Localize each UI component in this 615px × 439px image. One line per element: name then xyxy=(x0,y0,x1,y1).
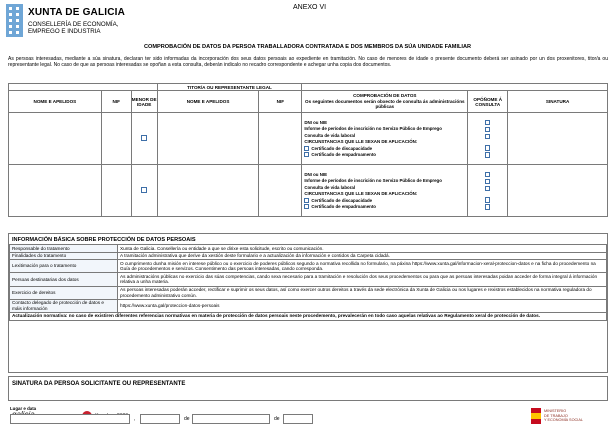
protection-key: Exercicio de dereitos xyxy=(10,286,118,299)
table-row xyxy=(10,273,607,286)
protection-key: Finalidades do tratamento xyxy=(10,252,118,260)
update-note: Actualización normativa: no caso de existiren diferentes referencias normativas en materia de protección de datos persoais neste procedemento, prevalecerán en todo caso aquelas relativas ao Regulamento xeral de protección de datos. xyxy=(10,312,607,320)
day-input[interactable] xyxy=(140,414,180,424)
ministry-name: MINISTERIO DE TRABAJO Y ECONOMÍA SOCIAL xyxy=(544,409,583,423)
col-rep-nif: NIF xyxy=(259,91,302,113)
rep-group-header: TITOR/A OU REPRESENTANTE LEGAL xyxy=(157,84,302,91)
protection-value: A tramitación administrativa que derive da xestión deste formulario e a actualización da información e contidos da Carpeta cidadá. xyxy=(118,252,607,260)
nif-input[interactable] xyxy=(101,165,131,217)
rep-name-input[interactable] xyxy=(157,113,259,165)
data-protection-section xyxy=(8,233,608,373)
doc-disability: Certificado de discapacidade xyxy=(311,145,373,151)
col-data-check: COMPROBACIÓN DE DATOS Os seguintes documentos serán obxecto de consulta ás administracións públicas xyxy=(302,91,468,113)
col-signature: SINATURA xyxy=(508,91,608,113)
oppose-disability-checkbox[interactable] xyxy=(485,145,491,151)
oppose-dni-checkbox[interactable] xyxy=(485,172,491,178)
table-row xyxy=(9,165,608,217)
name-input[interactable] xyxy=(9,113,102,165)
signature-title: SINATURA DA PERSOA SOLICITANTE OU REPRESENTANTE xyxy=(12,381,186,387)
de-separator-1: de xyxy=(184,416,190,422)
protection-key: Responsable do tratamento xyxy=(10,245,118,253)
oppose-work-life-checkbox[interactable] xyxy=(485,134,491,140)
col-rep-name: NOME E APELIDOS xyxy=(157,91,259,113)
signature-section xyxy=(8,376,608,401)
doc-work-life: Consulta de vida laboral xyxy=(304,132,356,138)
protection-value: Xunta de Galicia. Consellería ou entidade a que se dirixe esta solicitude, escrito ou comunicación. xyxy=(118,245,607,253)
protection-key: Persoas destinatarias dos datos xyxy=(10,273,118,286)
nif-input[interactable] xyxy=(101,113,131,165)
registration-checkbox[interactable] xyxy=(304,152,309,157)
place-input[interactable] xyxy=(10,414,130,424)
protection-value: As persoas interesadas poderán acceder, rectificar e suprimir os seus datos, así como exercer outros dereitos a través da sede electrónica da Xunta de Galicia ou nos lugares e rexistros establecidos na normativa reguladora do procedemento administrativo común. xyxy=(118,286,607,299)
annex-label: ANEXO VI xyxy=(293,4,327,11)
spain-shield-icon xyxy=(531,408,541,424)
doc-dni: DNI ou NIE xyxy=(304,119,328,125)
doc-disability: Certificado de discapacidade xyxy=(311,197,373,203)
table-row xyxy=(10,252,607,260)
place-date-fields xyxy=(10,414,310,426)
name-input[interactable] xyxy=(9,165,102,217)
signature-field[interactable] xyxy=(508,113,608,165)
minor-checkbox[interactable] xyxy=(141,187,147,193)
doc-registration: Certificado de empadroamento xyxy=(311,204,376,210)
oppose-work-life-checkbox[interactable] xyxy=(485,186,491,192)
doc-work-report: Informe de períodos de inscrición no Servizo Público de Emprego xyxy=(304,126,442,132)
table-row xyxy=(10,299,607,312)
oppose-work-report-checkbox[interactable] xyxy=(485,179,491,185)
table-row xyxy=(10,245,607,253)
document-title: COMPROBACIÓN DE DATOS DA PERSOA TRABALLADORA CONTRATADA E DOS MEMBROS DA SÚA UNIDADE FAMILIAR xyxy=(143,44,472,50)
oppose-registration-checkbox[interactable] xyxy=(485,152,491,158)
col-nif: NIF xyxy=(101,91,131,113)
table-row xyxy=(9,113,608,165)
doc-dni: DNI ou NIE xyxy=(304,171,328,177)
de-separator-2: de xyxy=(274,416,280,422)
doc-work-life: Consulta de vida laboral xyxy=(304,184,356,190)
xunta-logo-icon xyxy=(6,4,23,37)
table-row xyxy=(10,260,607,273)
year-input[interactable] xyxy=(283,414,313,424)
data-protection-table xyxy=(9,244,607,321)
oppose-dni-checkbox[interactable] xyxy=(485,120,491,126)
doc-circumstances: CIRCUNSTANCIAS QUE LLE SEXAN DE APLICACIÓN: xyxy=(304,139,418,145)
month-input[interactable] xyxy=(192,414,270,424)
table-row xyxy=(10,312,607,320)
protection-key: Lexitimación para o tratamento xyxy=(10,260,118,273)
protection-key: Contacto delegado de protección de datos e máis información xyxy=(10,299,118,312)
ministry-logo xyxy=(531,407,606,425)
org-department: CONSELLERÍA DE ECONOMÍA, EMPREGO E INDUSTRIA xyxy=(28,21,119,35)
org-name: XUNTA DE GALICIA xyxy=(28,7,126,18)
disability-checkbox[interactable] xyxy=(304,146,309,151)
comma-separator: , xyxy=(134,416,136,422)
table-row xyxy=(10,286,607,299)
intro-paragraph: As persoas interesadas, mediante a súa sinatura, declaran ter sido informadas da incorporación dos seus datos persoais ao expediente en tramitación. No caso de menores de idade o presente documento deberá ser asinado por un dos proxenitores, titor/a ou representante legal. No caso de que as persoas interesadas se opoñan a esta consulta, deberán indicalo no recadro correspondente e achegar unha copia dos documentos. xyxy=(8,56,608,68)
col-name: NOME E APELIDOS xyxy=(9,91,102,113)
doc-circumstances: CIRCUNSTANCIAS QUE LLE SEXAN DE APLICACIÓN: xyxy=(304,191,418,197)
protection-value: As administracións públicas no exercicio das súas competencias, cando sexa necesario para a tramitación e resolución dos seus procedementos ou para que as persoas interesadas poidan acceder de forma integral á información relativa a unha materia. xyxy=(118,273,607,286)
doc-registration: Certificado de empadroamento xyxy=(311,152,376,158)
rep-name-input[interactable] xyxy=(157,165,259,217)
protection-link[interactable]: https://www.xunta.gal/proteccion-datos-persoais xyxy=(118,299,607,312)
oppose-registration-checkbox[interactable] xyxy=(485,204,491,210)
protection-value: O cumprimento dunha misión en interese público ou o exercicio de poderes públicos segundo a normativa recollida no formulario, na páxina https://www.xunta.gal/informacion-xeral-proteccion-datos e na ficha do procedemento na Guía de procedementos e servizos. Consentimento das persoas interesadas, cando corresponda. xyxy=(118,260,607,273)
minor-checkbox[interactable] xyxy=(141,135,147,141)
data-protection-title: INFORMACIÓN BÁSICA SOBRE PROTECCIÓN DE DATOS PERSOAIS xyxy=(12,237,196,243)
document-header xyxy=(6,4,609,38)
col-oppose: OPÓÑOME Á CONSULTA xyxy=(468,91,508,113)
rep-nif-input[interactable] xyxy=(259,113,302,165)
signature-field[interactable] xyxy=(508,165,608,217)
oppose-work-report-checkbox[interactable] xyxy=(485,127,491,133)
place-date-label: Lugar e data xyxy=(10,406,37,411)
disability-checkbox[interactable] xyxy=(304,198,309,203)
rep-nif-input[interactable] xyxy=(259,165,302,217)
persons-table xyxy=(8,83,608,217)
oppose-disability-checkbox[interactable] xyxy=(485,197,491,203)
doc-work-report: Informe de períodos de inscrición no Servizo Público de Emprego xyxy=(304,178,442,184)
col-minor: MENOR DE IDADE xyxy=(131,91,157,113)
registration-checkbox[interactable] xyxy=(304,204,309,209)
